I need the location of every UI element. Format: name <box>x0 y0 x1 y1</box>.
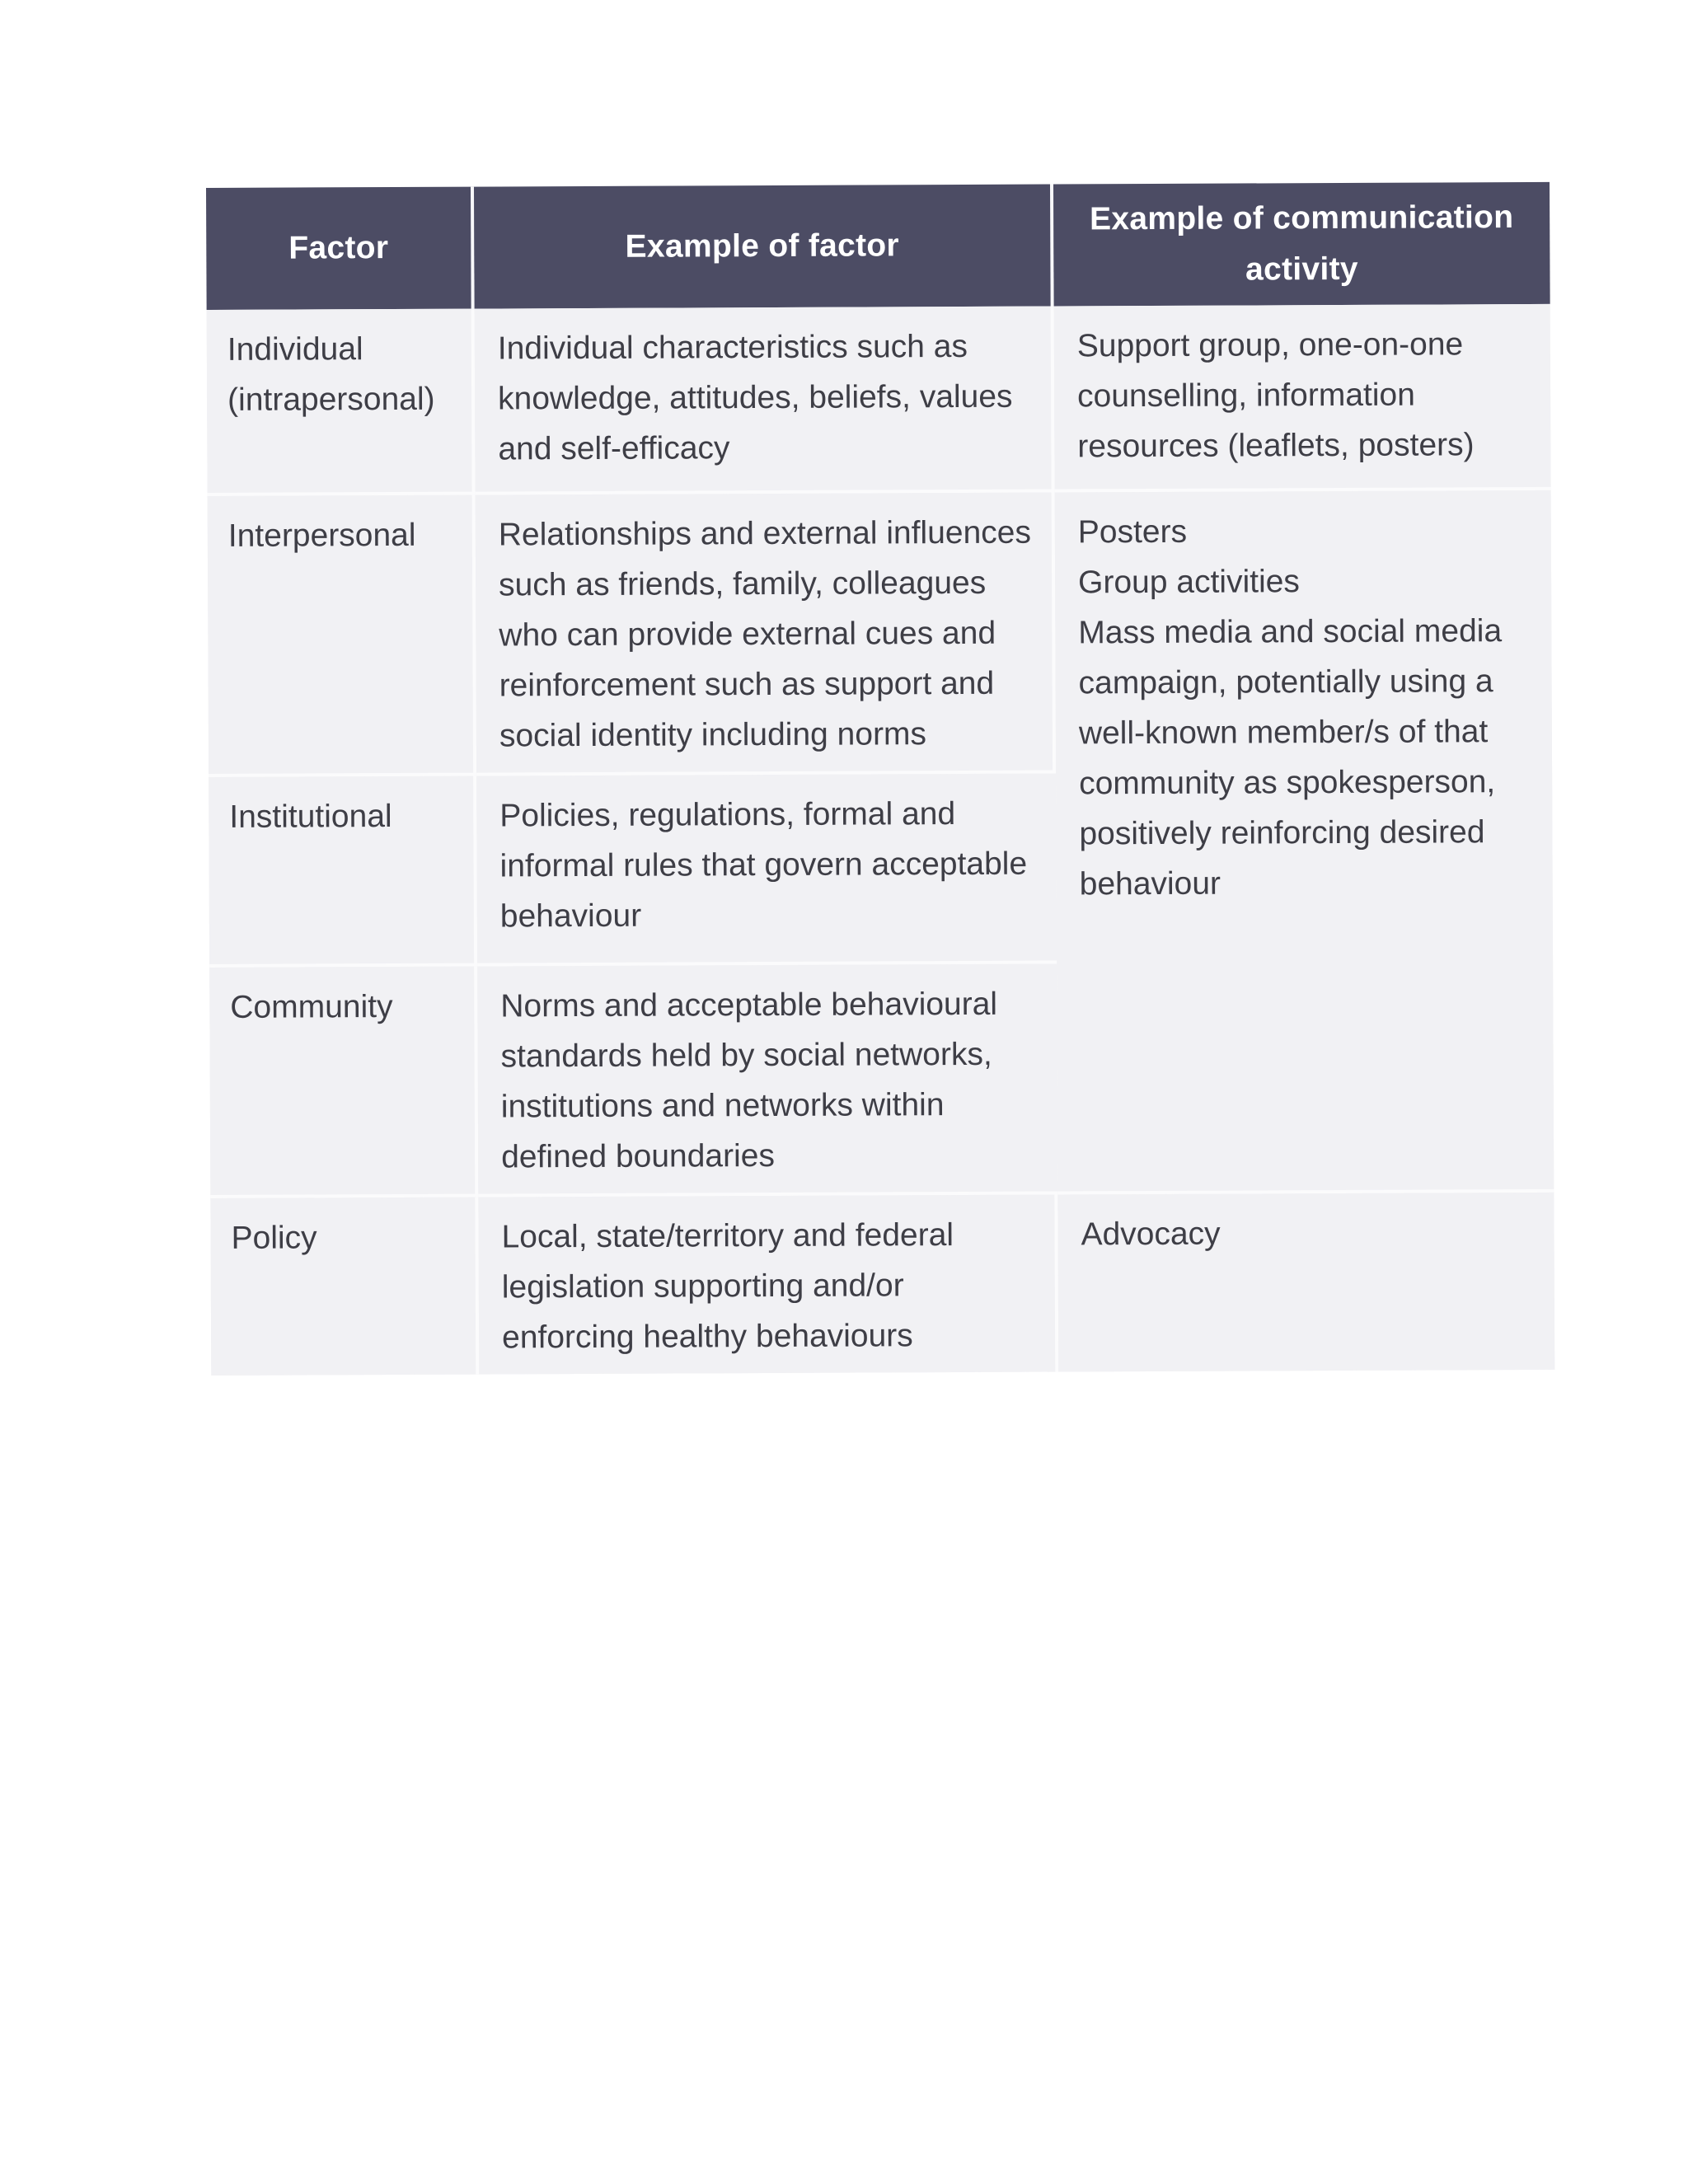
example-cell-individual <box>475 307 1055 495</box>
table-row <box>207 304 1551 496</box>
table-header-row <box>206 182 1550 310</box>
header-factor <box>206 187 475 310</box>
example-text: Policies, regulations, formal and <box>499 796 956 834</box>
example-text: informal rules that govern acceptable <box>499 846 1028 884</box>
example-text: enforcing healthy behaviours <box>501 1318 913 1356</box>
factor-cell-individual <box>207 309 476 496</box>
example-text: Local, state/territory and federal <box>501 1217 954 1255</box>
header-example-label: Example of factor <box>625 227 900 265</box>
factor-cell-institutional <box>209 776 477 968</box>
activity-text: community as spokesperson, <box>1079 764 1496 802</box>
example-cell-institutional <box>476 774 1057 967</box>
factor-cell-interpersonal <box>208 495 476 777</box>
activity-text: well-known member/s of that <box>1078 714 1489 752</box>
example-text: behaviour <box>499 898 642 935</box>
activity-text: Posters <box>1077 513 1188 551</box>
example-cell-community <box>477 964 1057 1197</box>
activity-text: resources (leaflets, posters) <box>1077 427 1475 465</box>
activity-text: Support group, one-on-one <box>1076 326 1464 364</box>
example-cell-interpersonal <box>476 493 1056 776</box>
factor-cell-community <box>209 967 478 1198</box>
table-row <box>210 1193 1554 1376</box>
example-text: Relationships and external influences <box>498 514 1032 553</box>
factor-cell-policy <box>210 1197 479 1376</box>
example-text: such as friends, family, colleagues <box>499 565 987 603</box>
activity-text: Advocacy <box>1081 1216 1221 1253</box>
factor-text: Individual <box>227 331 363 368</box>
example-cell-policy <box>478 1195 1058 1375</box>
factor-text: (intrapersonal) <box>227 381 435 418</box>
factors-table <box>206 182 1554 1376</box>
activity-text: behaviour <box>1079 865 1221 902</box>
activity-cell-policy <box>1057 1193 1554 1372</box>
header-factor-label: Factor <box>288 230 389 266</box>
example-text: institutions and networks within <box>500 1087 945 1125</box>
factor-text: Institutional <box>229 799 392 835</box>
factor-text: Community <box>230 989 393 1025</box>
activity-text: Mass media and social media <box>1078 613 1503 651</box>
example-text: legislation supporting and/or <box>501 1268 904 1305</box>
example-text: and self-efficacy <box>498 430 730 467</box>
example-text: Norms and acceptable behavioural <box>500 986 998 1024</box>
activity-cell-individual <box>1054 304 1551 493</box>
factor-text: Interpersonal <box>227 517 416 554</box>
table-row <box>208 490 1552 777</box>
example-text: Individual characteristics such as <box>497 328 968 367</box>
example-text: social identity including norms <box>499 716 927 754</box>
example-text: defined boundaries <box>501 1138 776 1175</box>
example-text: reinforcement such as support and <box>499 665 995 704</box>
header-example-of-communication-activity <box>1053 182 1550 307</box>
activity-text: Group activities <box>1078 564 1300 601</box>
header-activity-label-line1: Example of communication <box>1089 199 1514 237</box>
factors-table-wrapper <box>206 182 1554 1376</box>
header-activity-label-line2: activity <box>1245 251 1358 288</box>
example-text: standards held by social networks, <box>500 1036 992 1075</box>
activity-text: counselling, information <box>1077 377 1415 415</box>
factor-text: Policy <box>231 1220 317 1256</box>
header-example-of-factor <box>474 185 1054 309</box>
activity-text: campaign, potentially using a <box>1078 663 1493 701</box>
activity-text: positively reinforcing desired <box>1079 814 1485 852</box>
activity-cell-interpersonal-institutional-community <box>1055 490 1554 1195</box>
example-text: knowledge, attitudes, beliefs, values <box>498 378 1013 417</box>
example-text: who can provide external cues and <box>499 615 996 654</box>
